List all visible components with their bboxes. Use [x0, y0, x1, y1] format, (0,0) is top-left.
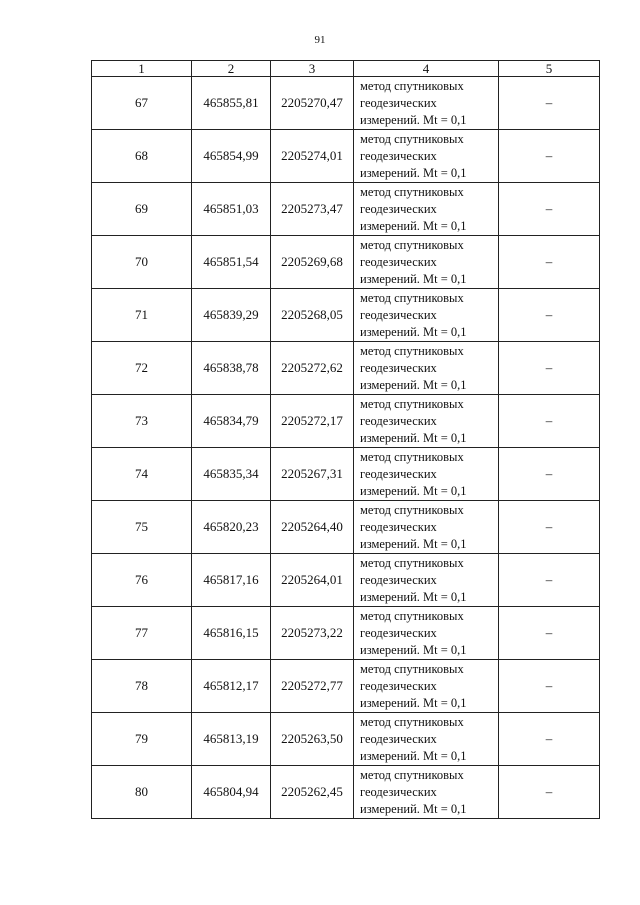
note-cell: – — [499, 130, 600, 183]
table-row — [92, 289, 600, 342]
coordinate-y: 2205273,22 — [271, 607, 354, 660]
method-line: измерений. Mt = 0,1 — [360, 695, 467, 710]
method-cell — [354, 554, 499, 607]
note-cell: – — [499, 289, 600, 342]
method-line: метод спутниковых — [360, 237, 464, 252]
coordinate-y: 2205264,01 — [271, 554, 354, 607]
method-line: метод спутниковых — [360, 131, 464, 146]
method-line: геодезических — [360, 254, 437, 269]
coordinate-x: 465854,99 — [192, 130, 271, 183]
method-cell — [354, 289, 499, 342]
method-line: измерений. Mt = 0,1 — [360, 642, 467, 657]
method-line: метод спутниковых — [360, 502, 464, 517]
header-col-4: 4 — [354, 61, 499, 77]
method-line: геодезических — [360, 148, 437, 163]
method-line: измерений. Mt = 0,1 — [360, 218, 467, 233]
method-line: метод спутниковых — [360, 661, 464, 676]
method-line: измерений. Mt = 0,1 — [360, 377, 467, 392]
point-number: 79 — [92, 713, 192, 766]
coordinate-y: 2205273,47 — [271, 183, 354, 236]
note-cell: – — [499, 342, 600, 395]
note-cell: – — [499, 766, 600, 819]
point-number: 74 — [92, 448, 192, 501]
note-cell: – — [499, 607, 600, 660]
table-row — [92, 660, 600, 713]
coordinate-x: 465817,16 — [192, 554, 271, 607]
method-cell — [354, 342, 499, 395]
note-cell: – — [499, 660, 600, 713]
coordinate-y: 2205272,17 — [271, 395, 354, 448]
coordinate-x: 465839,29 — [192, 289, 271, 342]
method-line: геодезических — [360, 731, 437, 746]
point-number: 68 — [92, 130, 192, 183]
method-line: метод спутниковых — [360, 78, 464, 93]
coordinate-y: 2205272,62 — [271, 342, 354, 395]
coordinate-x: 465812,17 — [192, 660, 271, 713]
header-col-3: 3 — [271, 61, 354, 77]
method-line: геодезических — [360, 784, 437, 799]
coordinate-y: 2205272,77 — [271, 660, 354, 713]
method-cell — [354, 501, 499, 554]
method-line: измерений. Mt = 0,1 — [360, 748, 467, 763]
method-line: метод спутниковых — [360, 396, 464, 411]
method-line: геодезических — [360, 678, 437, 693]
point-number: 67 — [92, 77, 192, 130]
table-row — [92, 713, 600, 766]
point-number: 73 — [92, 395, 192, 448]
coordinate-x: 465851,54 — [192, 236, 271, 289]
method-cell — [354, 607, 499, 660]
coordinate-y: 2205274,01 — [271, 130, 354, 183]
method-cell — [354, 130, 499, 183]
coordinate-x: 465855,81 — [192, 77, 271, 130]
method-cell — [354, 77, 499, 130]
method-cell — [354, 766, 499, 819]
note-cell: – — [499, 713, 600, 766]
coordinate-x: 465834,79 — [192, 395, 271, 448]
point-number: 77 — [92, 607, 192, 660]
method-line: геодезических — [360, 95, 437, 110]
note-cell: – — [499, 501, 600, 554]
coordinate-y: 2205270,47 — [271, 77, 354, 130]
note-cell: – — [499, 236, 600, 289]
table-row — [92, 342, 600, 395]
coordinate-x: 465813,19 — [192, 713, 271, 766]
table-row — [92, 554, 600, 607]
header-col-2: 2 — [192, 61, 271, 77]
method-line: геодезических — [360, 413, 437, 428]
table-row — [92, 448, 600, 501]
note-cell: – — [499, 77, 600, 130]
point-number: 69 — [92, 183, 192, 236]
method-line: измерений. Mt = 0,1 — [360, 536, 467, 551]
method-line: измерений. Mt = 0,1 — [360, 165, 467, 180]
table-row — [92, 183, 600, 236]
table-row — [92, 130, 600, 183]
table-body — [92, 77, 600, 819]
point-number: 78 — [92, 660, 192, 713]
page-number: 91 — [314, 34, 326, 46]
method-cell — [354, 713, 499, 766]
note-cell: – — [499, 395, 600, 448]
table-row — [92, 501, 600, 554]
header-col-1: 1 — [92, 61, 192, 77]
coordinate-x: 465851,03 — [192, 183, 271, 236]
table-row — [92, 766, 600, 819]
coordinate-x: 465838,78 — [192, 342, 271, 395]
method-line: измерений. Mt = 0,1 — [360, 271, 467, 286]
method-line: измерений. Mt = 0,1 — [360, 324, 467, 339]
point-number: 80 — [92, 766, 192, 819]
method-cell — [354, 660, 499, 713]
coordinates-table — [91, 60, 600, 819]
method-line: метод спутниковых — [360, 343, 464, 358]
note-cell: – — [499, 448, 600, 501]
method-line: измерений. Mt = 0,1 — [360, 801, 467, 816]
method-line: измерений. Mt = 0,1 — [360, 430, 467, 445]
table-row — [92, 607, 600, 660]
coordinate-x: 465804,94 — [192, 766, 271, 819]
method-cell — [354, 395, 499, 448]
method-line: геодезических — [360, 201, 437, 216]
point-number: 72 — [92, 342, 192, 395]
method-line: метод спутниковых — [360, 714, 464, 729]
method-line: метод спутниковых — [360, 290, 464, 305]
coordinate-y: 2205267,31 — [271, 448, 354, 501]
table-header-row — [92, 61, 600, 77]
method-line: геодезических — [360, 466, 437, 481]
note-cell: – — [499, 554, 600, 607]
table-row — [92, 77, 600, 130]
coordinate-y: 2205264,40 — [271, 501, 354, 554]
method-line: геодезических — [360, 519, 437, 534]
method-line: геодезических — [360, 307, 437, 322]
point-number: 70 — [92, 236, 192, 289]
method-line: измерений. Mt = 0,1 — [360, 589, 467, 604]
coordinate-x: 465835,34 — [192, 448, 271, 501]
method-line: метод спутниковых — [360, 449, 464, 464]
coordinate-y: 2205268,05 — [271, 289, 354, 342]
method-line: геодезических — [360, 360, 437, 375]
method-cell — [354, 183, 499, 236]
coordinate-y: 2205262,45 — [271, 766, 354, 819]
method-line: метод спутниковых — [360, 767, 464, 782]
note-cell: – — [499, 183, 600, 236]
coordinate-x: 465820,23 — [192, 501, 271, 554]
method-line: метод спутниковых — [360, 608, 464, 623]
method-line: измерений. Mt = 0,1 — [360, 483, 467, 498]
method-line: геодезических — [360, 625, 437, 640]
method-line: метод спутниковых — [360, 184, 464, 199]
method-line: измерений. Mt = 0,1 — [360, 112, 467, 127]
coordinate-x: 465816,15 — [192, 607, 271, 660]
method-line: метод спутниковых — [360, 555, 464, 570]
method-line: геодезических — [360, 572, 437, 587]
table-row — [92, 236, 600, 289]
point-number: 71 — [92, 289, 192, 342]
table-row — [92, 395, 600, 448]
header-col-5: 5 — [499, 61, 600, 77]
point-number: 75 — [92, 501, 192, 554]
coordinate-y: 2205263,50 — [271, 713, 354, 766]
method-cell — [354, 236, 499, 289]
method-cell — [354, 448, 499, 501]
point-number: 76 — [92, 554, 192, 607]
coordinate-y: 2205269,68 — [271, 236, 354, 289]
